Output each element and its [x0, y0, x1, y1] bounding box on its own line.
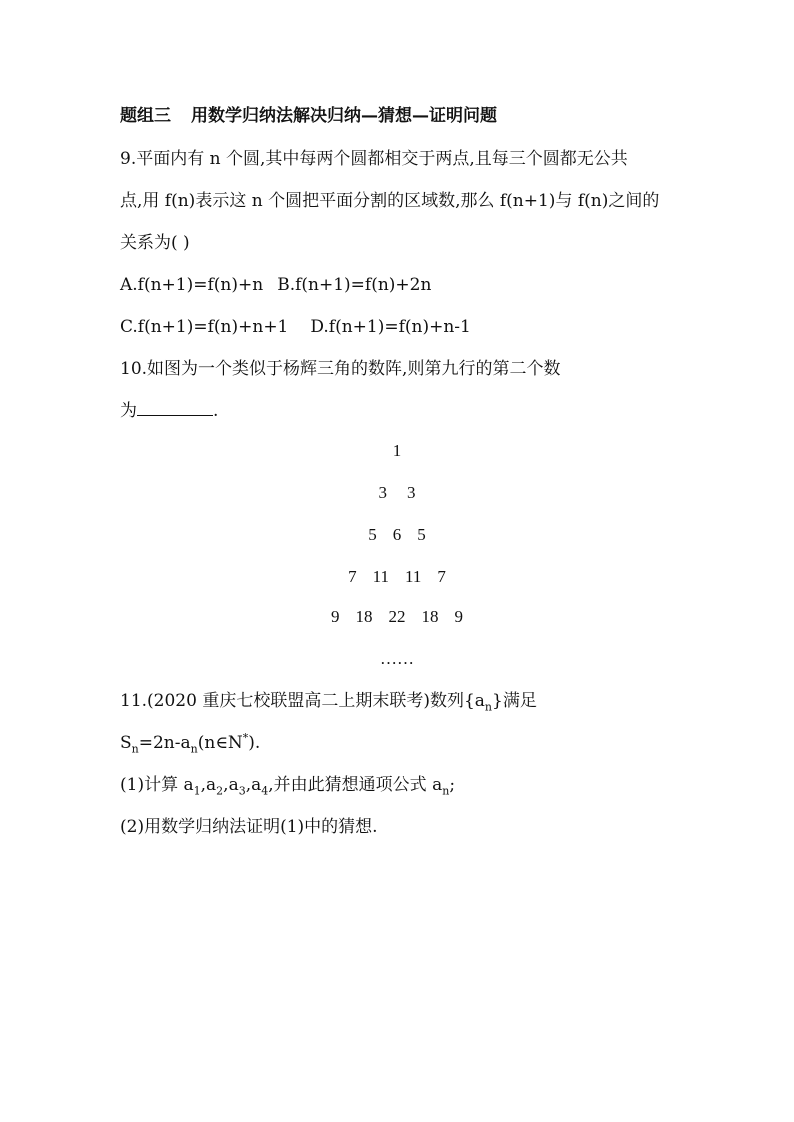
q9-options-ab — [120, 274, 431, 296]
section-label: 题组三 — [120, 106, 171, 126]
triangle-number: 11 — [372, 567, 389, 586]
equation-mid: =2n-a — [138, 733, 191, 753]
q11-line-2 — [120, 732, 260, 754]
subscript: 4 — [261, 784, 269, 798]
q11-part-1 — [120, 774, 455, 796]
subscript: 3 — [238, 784, 246, 798]
subscript: n — [484, 700, 493, 714]
part-1-text: (1)计算 a — [120, 775, 194, 795]
q11-line-1 — [120, 690, 537, 712]
subscript: n — [190, 742, 198, 756]
q10-line-2 — [120, 400, 218, 422]
section-heading — [120, 105, 497, 127]
triangle-number: 18 — [355, 607, 373, 626]
q9-line-1: 9.平面内有 n 个圆,其中每两个圆都相交于两点,且每三个圆都无公共 — [120, 149, 628, 169]
triangle-number: 9 — [331, 607, 340, 626]
triangle-number: 9 — [454, 607, 463, 626]
q9-line-2: 点,用 f(n)表示这 n 个圆把平面分割的区域数,那么 f(n+1)与 f(n)之间的 — [120, 191, 660, 211]
triangle-number: 1 — [392, 441, 402, 460]
section-title: 用数学归纳法解决归纳—猜想—证明问题 — [191, 106, 497, 126]
q9-option-c: C.f(n+1)=f(n)+n+1 — [120, 317, 289, 337]
comma: ,a — [223, 775, 239, 795]
q9-option-b: B.f(n+1)=f(n)+2n — [277, 275, 432, 295]
q10-line-2-suffix: . — [213, 401, 219, 421]
subscript: 2 — [216, 784, 224, 798]
triangle-number: 11 — [405, 567, 422, 586]
subscript: n — [131, 742, 139, 756]
triangle-row — [0, 524, 794, 546]
sum-symbol: S — [120, 733, 132, 753]
triangle-number: 22 — [388, 607, 406, 626]
triangle-number: 5 — [417, 525, 426, 544]
q9-options-cd — [120, 316, 471, 338]
q11-line-1-text: 11.(2020 重庆七校联盟高二上期末联考)数列{a — [120, 691, 485, 711]
triangle-ellipsis: …… — [380, 649, 414, 668]
triangle-row — [0, 606, 794, 628]
domain-text: (n∈N — [197, 733, 243, 753]
equation-end: ). — [248, 733, 261, 753]
q9-line-3: 关系为( ) — [120, 233, 190, 253]
triangle-number: 18 — [421, 607, 439, 626]
q11-part-2: (2)用数学归纳法证明(1)中的猜想. — [120, 817, 378, 837]
comma: ,a — [245, 775, 262, 795]
part-1-end: ; — [449, 775, 456, 795]
triangle-number: 6 — [392, 525, 402, 544]
subscript: n — [442, 784, 450, 798]
subscript: 1 — [193, 784, 201, 798]
q9-option-d: D.f(n+1)=f(n)+n-1 — [310, 317, 471, 337]
part-1-mid: ,并由此猜想通项公式 a — [268, 775, 443, 795]
triangle-number: 7 — [348, 567, 357, 586]
triangle-number: 3 — [407, 483, 416, 502]
q11-line-1-end: }满足 — [492, 691, 537, 711]
q10-line-1: 10.如图为一个类似于杨辉三角的数阵,则第九行的第二个数 — [120, 359, 561, 379]
triangle-number: 3 — [378, 483, 387, 502]
superscript: * — [242, 731, 249, 745]
q10-line-2-prefix: 为 — [120, 401, 137, 421]
answer-blank — [137, 400, 213, 416]
triangle-number: 5 — [368, 525, 377, 544]
q9-option-a: A.f(n+1)=f(n)+n — [120, 275, 264, 295]
triangle-row — [0, 482, 794, 504]
triangle-row — [0, 566, 794, 588]
triangle-number: 7 — [437, 567, 446, 586]
triangle-row — [0, 440, 794, 462]
comma: ,a — [200, 775, 217, 795]
